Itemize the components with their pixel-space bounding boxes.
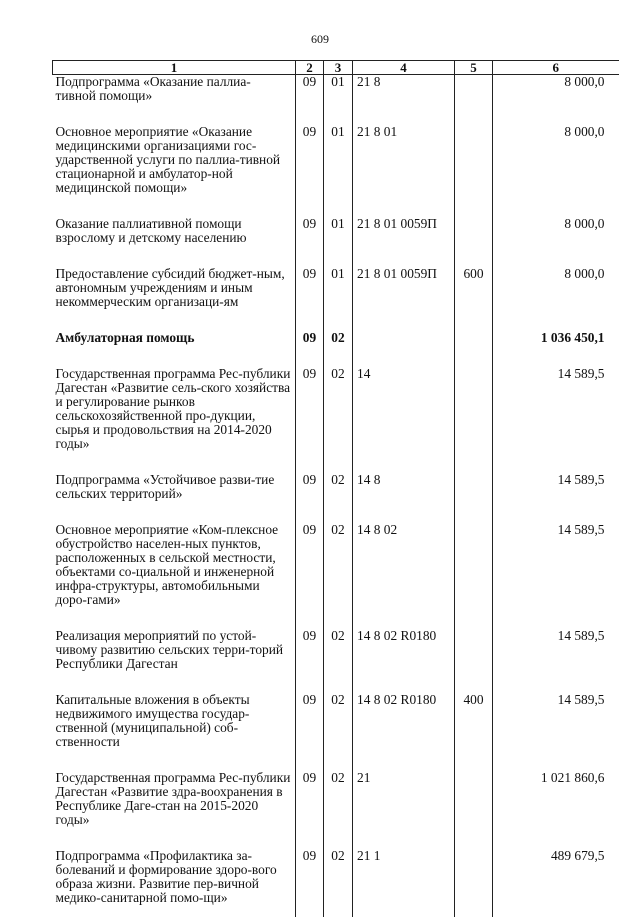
row-subsection-cell: 02 xyxy=(324,629,353,693)
row-expense-type-cell xyxy=(455,217,493,267)
row-name-cell: Подпрограмма «Оказание паллиа-тивной помощи» xyxy=(53,75,296,126)
table-body xyxy=(53,75,619,917)
row-target-article-cell: 14 8 xyxy=(353,473,455,523)
row-name-cell: Основное мероприятие «Оказание медицинскими организациями гос-ударственной услуги по паллиа-тивной стационарной и амбулатор-ной медицинской помощи» xyxy=(53,125,296,217)
row-target-article-cell: 21 8 01 0059П xyxy=(353,217,455,267)
row-amount-cell: 14 589,5 xyxy=(493,523,619,629)
row-target-article-cell: 14 8 02 R0180 xyxy=(353,693,455,771)
row-name-cell: Государственная программа Рес-публики Дагестан «Развитие здра-воохранения в Республике Даге-стан на 2015-2020 годы» xyxy=(53,771,296,849)
row-name-cell: Подпрограмма «Профилактика за-болеваний и формирование здоро-вого образа жизни. Развитие пер-вичной медико-санитарной помо-щи» xyxy=(53,849,296,917)
row-subsection-cell: 02 xyxy=(324,849,353,917)
header-col-5: 5 xyxy=(455,61,493,75)
row-expense-type-cell xyxy=(455,523,493,629)
row-subsection-cell: 02 xyxy=(324,473,353,523)
row-name-cell: Предоставление субсидий бюджет-ным, автономным учреждениям и иным некоммерческим организаци-ям xyxy=(53,267,296,331)
row-amount-cell: 14 589,5 xyxy=(493,473,619,523)
row-amount-cell: 8 000,0 xyxy=(493,267,619,331)
row-section-cell: 09 xyxy=(296,771,324,849)
table-row xyxy=(53,125,619,217)
row-section-cell: 09 xyxy=(296,367,324,473)
row-section-cell: 09 xyxy=(296,125,324,217)
table-header-row xyxy=(53,61,619,75)
row-subsection-cell: 02 xyxy=(324,367,353,473)
row-name-cell: Капитальные вложения в объекты недвижимого имущества государ-ственной (муниципальной) соб-ственности xyxy=(53,693,296,771)
row-amount-cell: 489 679,5 xyxy=(493,849,619,917)
row-section-cell: 09 xyxy=(296,473,324,523)
row-name-cell: Государственная программа Рес-публики Дагестан «Развитие сель-ского хозяйства и регулирование рынков сельскохозяйственной про-дукции, сырья и продовольствия на 2014-2020 годы» xyxy=(53,367,296,473)
row-target-article-cell xyxy=(353,331,455,367)
row-amount-cell: 8 000,0 xyxy=(493,125,619,217)
header-col-3: 3 xyxy=(324,61,353,75)
header-col-6: 6 xyxy=(493,61,619,75)
table-row xyxy=(53,523,619,629)
row-amount-cell: 14 589,5 xyxy=(493,629,619,693)
table-row xyxy=(53,267,619,331)
row-name-cell: Подпрограмма «Устойчивое разви-тие сельских территорий» xyxy=(53,473,296,523)
row-expense-type-cell xyxy=(455,473,493,523)
row-target-article-cell: 21 xyxy=(353,771,455,849)
page-number: 609 xyxy=(0,32,640,47)
table-row xyxy=(53,771,619,849)
row-name-cell: Оказание паллиативной помощи взрослому и детскому населению xyxy=(53,217,296,267)
row-subsection-cell: 01 xyxy=(324,267,353,331)
row-expense-type-cell xyxy=(455,125,493,217)
table-row xyxy=(53,75,619,126)
row-amount-cell: 14 589,5 xyxy=(493,693,619,771)
header-col-2: 2 xyxy=(296,61,324,75)
row-amount-cell: 8 000,0 xyxy=(493,217,619,267)
table-row xyxy=(53,217,619,267)
row-expense-type-cell xyxy=(455,771,493,849)
row-section-cell: 09 xyxy=(296,331,324,367)
row-name-cell: Основное мероприятие «Ком-плексное обустройство населен-ных пунктов, расположенных в сельской местности, объектами со-циальной и инженерной инфра-структуры, автомобильными доро-гами» xyxy=(53,523,296,629)
row-target-article-cell: 14 8 02 xyxy=(353,523,455,629)
row-expense-type-cell: 600 xyxy=(455,267,493,331)
row-section-cell: 09 xyxy=(296,523,324,629)
row-target-article-cell: 21 1 xyxy=(353,849,455,917)
table-row xyxy=(53,693,619,771)
row-subsection-cell: 01 xyxy=(324,125,353,217)
row-subsection-cell: 01 xyxy=(324,75,353,126)
row-expense-type-cell: 400 xyxy=(455,693,493,771)
row-subsection-cell: 02 xyxy=(324,331,353,367)
table-row xyxy=(53,367,619,473)
row-expense-type-cell xyxy=(455,75,493,126)
row-expense-type-cell xyxy=(455,629,493,693)
row-subsection-cell: 01 xyxy=(324,217,353,267)
table-row xyxy=(53,629,619,693)
header-col-4: 4 xyxy=(353,61,455,75)
table-row xyxy=(53,849,619,917)
row-expense-type-cell xyxy=(455,331,493,367)
row-section-cell: 09 xyxy=(296,849,324,917)
row-section-cell: 09 xyxy=(296,693,324,771)
row-subsection-cell: 02 xyxy=(324,693,353,771)
row-amount-cell: 14 589,5 xyxy=(493,367,619,473)
header-col-1: 1 xyxy=(53,61,296,75)
row-target-article-cell: 14 8 02 R0180 xyxy=(353,629,455,693)
row-amount-cell: 1 021 860,6 xyxy=(493,771,619,849)
row-section-cell: 09 xyxy=(296,75,324,126)
row-amount-cell: 8 000,0 xyxy=(493,75,619,126)
row-target-article-cell: 21 8 01 xyxy=(353,125,455,217)
budget-table xyxy=(52,60,619,917)
row-expense-type-cell xyxy=(455,849,493,917)
row-name-cell: Амбулаторная помощь xyxy=(53,331,296,367)
row-subsection-cell: 02 xyxy=(324,771,353,849)
row-section-cell: 09 xyxy=(296,629,324,693)
row-section-cell: 09 xyxy=(296,267,324,331)
row-target-article-cell: 14 xyxy=(353,367,455,473)
row-section-cell: 09 xyxy=(296,217,324,267)
table-row xyxy=(53,473,619,523)
row-subsection-cell: 02 xyxy=(324,523,353,629)
row-expense-type-cell xyxy=(455,367,493,473)
row-target-article-cell: 21 8 xyxy=(353,75,455,126)
row-amount-cell: 1 036 450,1 xyxy=(493,331,619,367)
row-name-cell: Реализация мероприятий по устой-чивому развитию сельских терри-торий Республики Дагестан xyxy=(53,629,296,693)
row-target-article-cell: 21 8 01 0059П xyxy=(353,267,455,331)
table-row xyxy=(53,331,619,367)
